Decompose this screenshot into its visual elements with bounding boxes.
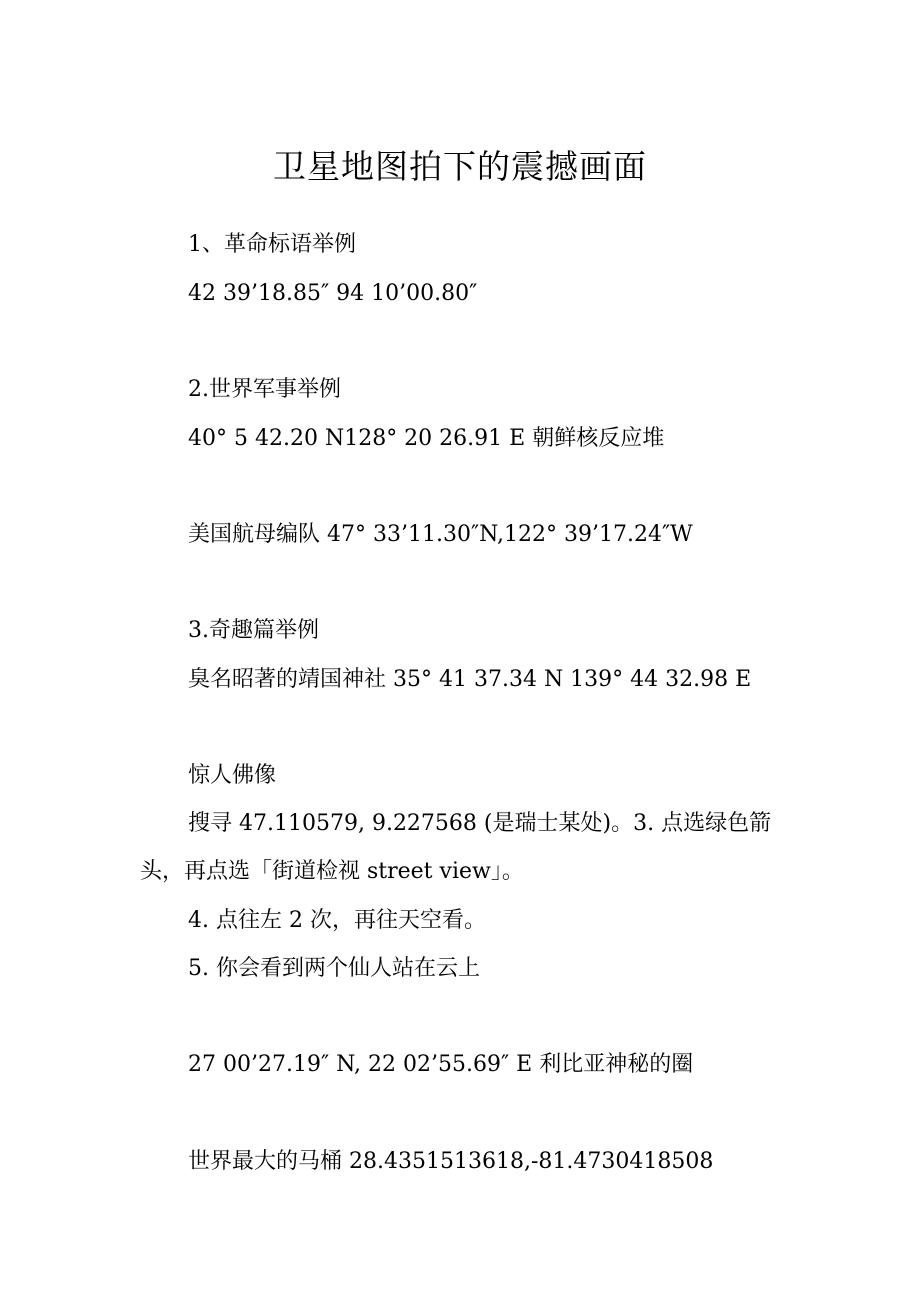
paragraph-revolution-slogan-coords: 42 39’18.85″ 94 10’00.80″: [188, 281, 478, 306]
paragraph-yasukuni-shrine: 臭名昭著的靖国神社 35° 41 37.34 N 139° 44 32.98 E: [188, 667, 752, 692]
paragraph-buddha-heading: 惊人佛像: [188, 763, 277, 788]
paragraph-largest-toilet: 世界最大的马桶 28.4351513618,-81.4730418508: [188, 1149, 714, 1174]
paragraph-revolution-slogan-heading: 1、革命标语举例: [188, 232, 356, 257]
paragraph-step-5: 5. 你会看到两个仙人站在云上: [188, 956, 480, 981]
paragraph-military-heading: 2.世界军事举例: [188, 377, 341, 402]
document-title: 卫星地图拍下的震撼画面: [273, 147, 647, 186]
paragraph-step-4: 4. 点往左 2 次，再往天空看。: [188, 908, 486, 933]
paragraph-us-carrier-fleet: 美国航母编队 47° 33’11.30″N,122° 39’17.24″W: [188, 522, 693, 547]
paragraph-switzerland-search: 搜寻 47.110579, 9.227568 (是瑞士某处)。3. 点选绿色箭头，再点选「街道检视 street view」。: [140, 811, 772, 884]
paragraph-libya-circle: 27 00’27.19″ N, 22 02’55.69″ E 利比亚神秘的圈: [188, 1052, 694, 1077]
paragraph-curiosities-heading: 3.奇趣篇举例: [188, 618, 319, 643]
paragraph-north-korea-reactor: 40° 5 42.20 N128° 20 26.91 E 朝鲜核反应堆: [188, 426, 665, 451]
